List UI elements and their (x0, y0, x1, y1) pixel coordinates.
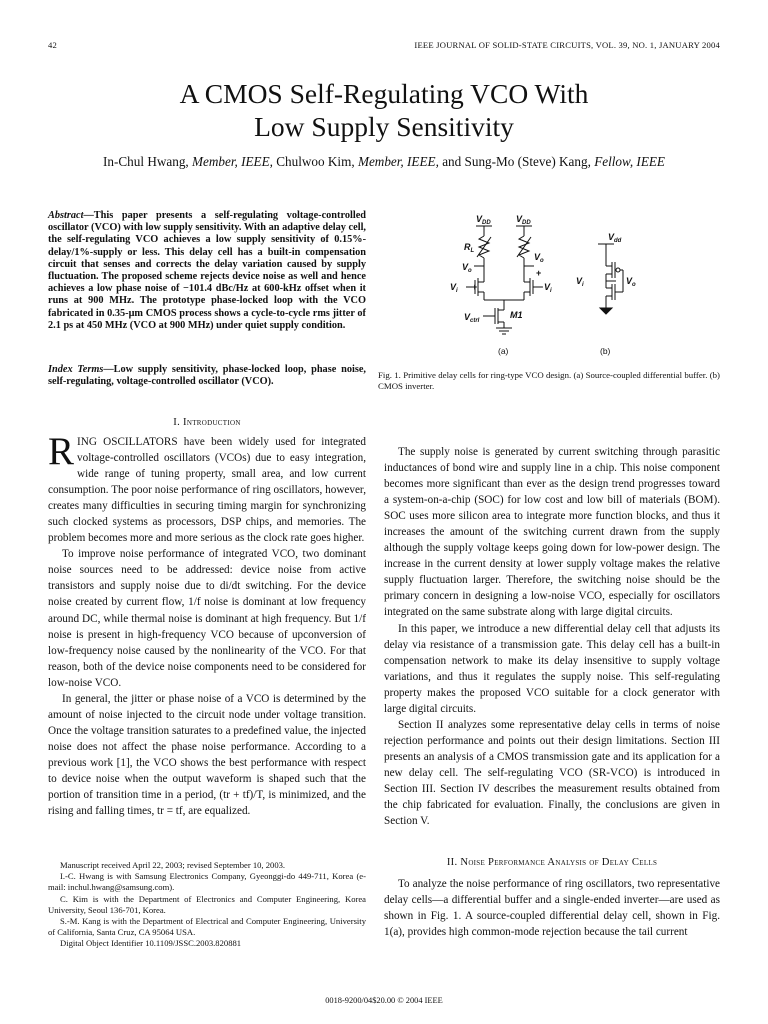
col1-paragraph-1: RING OSCILLATORS have been widely used for integrated voltage-controlled oscillators (VCOs) due to easy integration, wide range of tuning property, small area, and low current consumption. The poor noise performance of ring oscillators, however, creates many difficulties in securing timing margin for synchronizing such clocked systems as processors, DSP chips, and memories. The problem becomes more and more serious as the clock rate goes higher. (48, 430, 366, 545)
subfigure-a-label: (a) (498, 346, 509, 356)
rl-label: $R_L$ (464, 242, 475, 254)
footnote-received: Manuscript received April 22, 2003; revised September 10, 2003. (60, 860, 286, 870)
plus-label-right: + (536, 268, 542, 278)
subfigure-b-label: (b) (600, 346, 611, 356)
plus-label-left: + (472, 282, 478, 292)
index-terms-label: Index Terms (48, 364, 104, 375)
page-number: 42 (48, 40, 57, 50)
col1-paragraph-2: To improve noise performance of integrated VCO, two dominant noise sources need to be addressed: device noise from active transistors and supply noise due to di/dt switching. For the device noise created by current flow, 1/f noise is dominant at low frequency around DC, while thermal noise is dominant at high frequency. But 1/f noise is present in high-frequency VCO because of upconversion of low-frequency noise caused by the nonlinearity of the VCO. For that reason, both of the device noise components need to be considered for low-noise VCO. (48, 548, 366, 689)
vo-label-b: $V_o$ (626, 276, 636, 288)
footnote-author-3: S.-M. Kang is with the Department of Electrical and Computer Engineering, University of California, Santa Cruz, CA 95064 USA. (48, 916, 366, 938)
title-line-2: Low Supply Sensitivity (254, 111, 514, 142)
author-2-role: Member, IEEE, (357, 154, 439, 169)
vo-label-left: $V_o$ (462, 262, 472, 274)
col1-paragraph-3: In general, the jitter or phase noise of a VCO is determined by the amount of noise injected to the circuit node under voltage transition. Once the voltage transition saturates to a predefined value, the injected noise does not affect the phase noise performance. According to a previous work [1], the VCO shows the best performance with respect to device noise when the output waveform is shaped such that the portion of transition time in a period, (tr + tf)/T, is minimized, and the rising and falling times, tr = tf, are equalized. (48, 692, 366, 818)
drop-cap: R (48, 430, 75, 473)
column-1-body (48, 430, 366, 819)
column-2-section-2-body (384, 876, 720, 940)
vo-label-right: $V_o$ (534, 252, 544, 264)
copyright-line: 0018-9200/04$20.00 © 2004 IEEE (325, 996, 443, 1005)
vdd-label-right: $V_{DD}$ (516, 214, 531, 226)
vi-label-b: $V_i$ (576, 276, 584, 288)
figure-1-circuit (378, 204, 720, 364)
index-terms-text: —Low supply sensitivity, phase-locked loop, phase noise, self-regulating, voltage-controlled oscillator (VCO). (48, 364, 366, 388)
figure-1-caption: Fig. 1. Primitive delay cells for ring-type VCO design. (a) Source-coupled differential buffer. (b) CMOS inverter. (378, 370, 720, 391)
col2-paragraph-1: The supply noise is generated by current switching through parasitic inductances of bond wire and supply line in a chip. This noise component becomes more significant than ever as the design trend progresses toward a system-on-a-chip (SOC) for low cost and low bill of materials (BOM). SOC uses more silicon area to integrate more function blocks, and thus it increases the amount of the switching current drawn from the supply although the supply voltage keeps going down for low-power design. The increase in the current density at lower supply voltage makes the relative supply fluctuation larger. Therefore, the switching noise should be the primary concern in designing a low-noise VCO, especially for oscillators integrated on the same substrate along with large digital circuits. (384, 446, 720, 619)
author-list (0, 154, 768, 170)
author-1-name: In-Chul Hwang, (103, 154, 189, 169)
journal-header: IEEE JOURNAL OF SOLID-STATE CIRCUITS, VOL. 39, NO. 1, JANUARY 2004 (414, 40, 720, 50)
author-3-role: Fellow, IEEE (594, 154, 665, 169)
minus-label-right: − (538, 282, 544, 292)
author-1-role: Member, IEEE, (192, 154, 273, 169)
vi-label-left: $V_i$ (450, 282, 458, 294)
col2-paragraph-2: In this paper, we introduce a new differential delay cell that adjusts its delay via resistance of a transmission gate. This delay cell has a built-in compensation network to make its delay insensitive to supply voltage variations, and thus it regulates the supply noise. This self-regulating property makes the proposed VCO suitable for a clock generator with large digital circuits. (384, 622, 720, 715)
footnotes (48, 860, 366, 950)
author-3-name: and Sung-Mo (Steve) Kang, (442, 154, 591, 169)
paper-title (0, 77, 768, 143)
title-line-1: A CMOS Self-Regulating VCO With (179, 78, 589, 109)
vi-label-right: $V_i$ (544, 282, 552, 294)
footnote-author-2: C. Kim is with the Department of Electronics and Computer Engineering, Korea University, Seoul 136-701, Korea. (48, 893, 366, 915)
section-2-heading: II. Noise Performance Analysis of Delay Cells (446, 857, 658, 868)
abstract (48, 210, 366, 332)
column-2-body (384, 444, 720, 829)
m1-label: M1 (510, 310, 523, 320)
author-2-name: Chulwoo Kim, (276, 154, 355, 169)
abstract-label: Abstract (48, 210, 84, 221)
footnote-doi: Digital Object Identifier 10.1109/JSSC.2003.820881 (60, 938, 242, 949)
vctrl-label: $V_{ctrl}$ (464, 312, 480, 324)
col2-paragraph-4: To analyze the noise performance of ring oscillators, two representative delay cells—a differential buffer and a single-ended inverter—are used as shown in Fig. 1. A source-coupled differential delay cell, shown in Fig. 1(a), provides high common-mode rejection because the tail current (384, 878, 720, 939)
section-1-heading: I. Introduction (173, 417, 241, 428)
index-terms (48, 364, 366, 388)
footnote-author-1: I.-C. Hwang is with Samsung Electronics Company, Gyeonggi-do 449-711, Korea (e-mail: inchul.hwang@samsung.com). (48, 871, 366, 893)
col2-paragraph-3: Section II analyzes some representative delay cells in terms of noise rejection performance and points out their design limitations. Section III presents an analysis of a CMOS transmission gate and its application for a new delay cell. The self-regulating VCO (SR-VCO) is introduced in Section III. Section IV describes the measurement results obtained from the chip fabricated for evaluation. Finally, the conclusions are given in Section V. (384, 718, 720, 828)
vdd-label-left: $V_{DD}$ (476, 214, 491, 226)
vdd-label-b: $V_{dd}$ (608, 232, 622, 244)
abstract-text: —This paper presents a self-regulating voltage-controlled oscillator (VCO) with low supply sensitivity. With an adaptive delay cell, the self-regulating VCO achieves a low supply sensitivity of 0.15%-delay/1%-supply or less. This delay cell has a built-in compensation circuit that senses and corrects the delay variation caused by supply fluctuation. The proposed scheme rejects device noise as well and hence achieves a low phase noise of −101.4 dBc/Hz at 600-kHz offset when it runs at 900 MHz. The prototype phase-locked loop with the VCO fabricated in 0.35-μm CMOS process shows a cycle-to-cycle rms jitter of 2.1 ps at 450 MHz (VCO at 900 MHz) under quiet supply condition. (48, 210, 366, 331)
